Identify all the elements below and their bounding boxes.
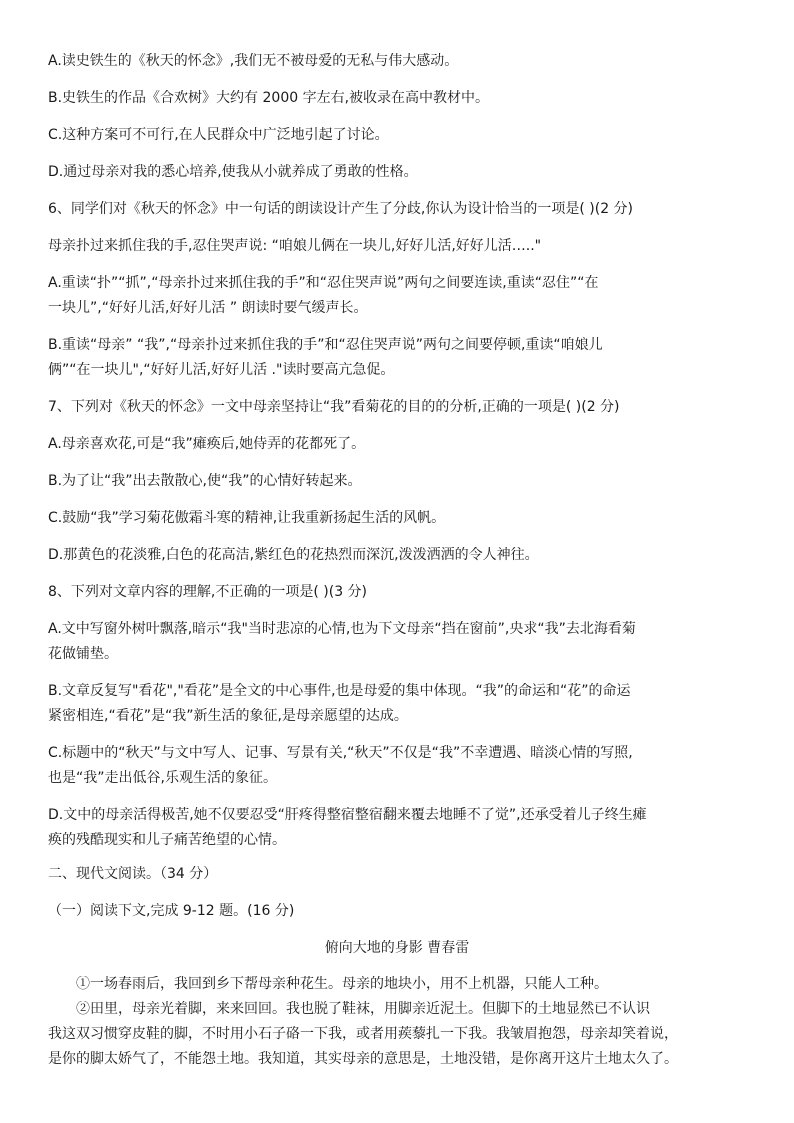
passage-paragraph-2-line3: 是你的脚太娇气了，不能怨土地。我知道，其实母亲的意思是，土地没错，是你离开这片土地太久了。 <box>48 1051 678 1067</box>
q6-quote: 母亲扑过来抓住我的手,忍住哭声说: “咱娘儿俩在一块儿,好好儿活,好好儿活….." <box>48 238 542 254</box>
q7-option-d: D.那黄色的花淡雅,白色的花高洁,紫红色的花热烈而深沉,泼泼洒洒的令人神往。 <box>48 547 539 563</box>
passage-paragraph-2-line1: ②田里，母亲光着脚，来来回回。我也脱了鞋袜，用脚亲近泥土。但脚下的土地显然已不认识 <box>76 1001 650 1017</box>
question-8: 8、下列对文章内容的理解,不正确的一项是( )(3 分) <box>48 584 368 600</box>
q8-option-d-line1: D.文中的母亲活得极苦,她不仅要忍受“肝疼得整宿整宿翻来覆去地睡不了觉”,还承受着儿子终生瘫 <box>48 807 647 823</box>
q6-option-b-line1: B.重读“母亲” “我”,“母亲扑过来抓住我的手”和“忍住哭声说”两句之间要停顿,重读“咱娘儿 <box>48 337 603 353</box>
q5-option-a: A.读史铁生的《秋天的怀念》,我们无不被母爱的无私与伟大感动。 <box>48 53 459 69</box>
q5-option-b: B.史铁生的作品《合欢树》大约有 2000 字左右,被收录在高中教材中。 <box>48 90 490 106</box>
q8-option-b-line2: 紧密相连,“看花”是“我”新生活的象征,是母亲愿望的达成。 <box>48 708 408 724</box>
q8-option-d-line2: 痪的残酷现实和儿子痛苦绝望的心情。 <box>48 832 286 848</box>
q6-option-a-line1: A.重读“扑”“抓”,“母亲扑过来抓住我的手”和“忍住哭声说”两句之间要连读,重读“忍住”“在 <box>48 275 599 291</box>
q6-option-a-line2: 一块儿”,“好好儿活,好好儿活 ” 朗读时要气缓声长。 <box>48 300 368 316</box>
q7-option-a: A.母亲喜欢花,可是“我”瘫痪后,她侍弄的花都死了。 <box>48 436 366 452</box>
q7-option-b: B.为了让“我”出去散散心,使“我”的心情好转起来。 <box>48 473 362 489</box>
q6-option-b-line2: 俩”“在一块儿",“好好儿活,好好儿活 ."读时要高亢急促。 <box>48 362 395 378</box>
passage-paragraph-2-line2: 我这双习惯穿皮鞋的脚，不时用小石子硌一下我，或者用蒺藜扎一下我。我皱眉抱怨，母亲却笑着说， <box>48 1026 678 1042</box>
q5-option-d: D.通过母亲对我的悉心培养,使我从小就养成了勇敢的性格。 <box>48 164 418 180</box>
q8-option-a-line1: A.文中写窗外树叶飘落,暗示“我"当时悲凉的心情,也为下文母亲“挡在窗前”,央求“我”去北海看菊 <box>48 621 636 637</box>
q8-option-c-line2: 也是“我”走出低谷,乐观生活的象征。 <box>48 770 277 786</box>
passage-paragraph-1: ①一场春雨后，我回到乡下帮母亲种花生。母亲的地块小，用不上机器，只能人工种。 <box>76 976 608 992</box>
passage-title: 俯向大地的身影 曹春雷 <box>324 940 470 956</box>
question-6: 6、同学们对《秋天的怀念》中一句话的朗读设计产生了分歧,你认为设计恰当的一项是( )(2 分) <box>48 201 634 217</box>
q5-option-c: C.这种方案可不可行,在人民群众中广泛地引起了讨论。 <box>48 127 389 143</box>
section-2-heading: 二、现代文阅读。（34 分） <box>48 866 218 882</box>
passage-1-instruction: （一）阅读下文,完成 9-12 题。(16 分) <box>48 903 295 919</box>
q8-option-c-line1: C.标题中的“秋天”与文中写人、记事、写景有关,“秋天”不仅是“我”不幸遭遇、暗淡心情的写照, <box>48 745 633 761</box>
q8-option-b-line1: B.文章反复写"看花","看花”是全文的中心事件,也是母爱的集中体现。“我”的命运和“花”的命运 <box>48 683 631 699</box>
q8-option-a-line2: 花做铺垫。 <box>48 646 118 662</box>
q7-option-c: C.鼓励“我”学习菊花傲霜斗寒的精神,让我重新扬起生活的风帆。 <box>48 510 446 526</box>
question-7: 7、下列对《秋天的怀念》一文中母亲坚持让“我”看菊花的目的的分析,正确的一项是( )(2 分) <box>48 399 620 415</box>
